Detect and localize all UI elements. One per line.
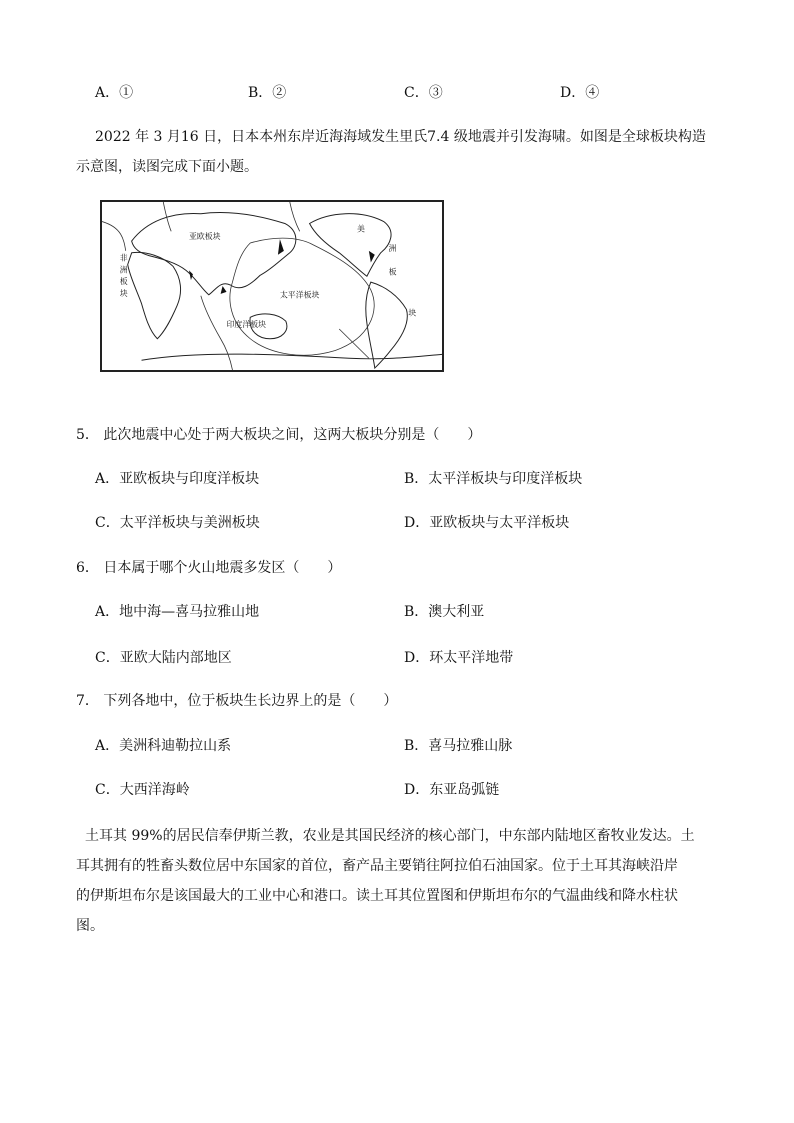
option-b: B．② bbox=[248, 85, 287, 101]
q7-option-b: B．喜马拉雅山脉 bbox=[404, 738, 513, 754]
q6-option-a: A．地中海—喜马拉雅山地 bbox=[95, 604, 260, 620]
q7-option-c: C．大西洋海岭 bbox=[95, 782, 190, 798]
label-america-1: 美 bbox=[357, 224, 365, 234]
label-pacific: 太平洋板块 bbox=[279, 290, 320, 300]
label-africa-4: 块 bbox=[119, 288, 128, 298]
turkey-line-3: 的伊斯坦布尔是该国最大的工业中心和港口。读土耳其位置图和伊斯坦布尔的气温曲线和降水柱状 bbox=[76, 888, 678, 904]
intro-line-2: 示意图，读图完成下面小题。 bbox=[76, 159, 258, 175]
q5-option-c: C．太平洋板块与美洲板块 bbox=[95, 515, 260, 531]
question-7-stem: 7． 下列各地中，位于板块生长边界上的是（ ） bbox=[76, 693, 398, 709]
q7-option-a: A．美洲科迪勒拉山系 bbox=[95, 738, 232, 754]
turkey-line-4: 图。 bbox=[76, 918, 104, 934]
q7-option-d: D．东亚岛弧链 bbox=[404, 782, 500, 798]
q6-option-d: D．环太平洋地带 bbox=[404, 650, 514, 666]
label-africa-1: 非 bbox=[119, 253, 128, 263]
label-america-4: 块 bbox=[408, 308, 417, 318]
question-5-stem: 5． 此次地震中心处于两大板块之间，这两大板块分别是（ ） bbox=[76, 427, 482, 443]
q6-option-c: C．亚欧大陆内部地区 bbox=[95, 650, 232, 666]
turkey-line-2: 耳其拥有的牲畜头数位居中东国家的首位，畜产品主要销往阿拉伯石油国家。位于土耳其海峡沿岸 bbox=[76, 858, 678, 874]
plate-map bbox=[100, 200, 444, 372]
label-indian: 印度洋板块 bbox=[226, 320, 267, 330]
label-africa-2: 洲 bbox=[119, 265, 128, 275]
option-c: C．③ bbox=[404, 85, 443, 101]
q6-option-b: B．澳大利亚 bbox=[404, 604, 485, 620]
label-eurasia: 亚欧板块 bbox=[188, 232, 221, 242]
q5-option-d: D．亚欧板块与太平洋板块 bbox=[404, 515, 570, 531]
intro-line-1: 2022 年 3 月16 日，日本本州东岸近海海域发生里氏7.4 级地震并引发海啸。如图是全球板块构造 bbox=[95, 129, 706, 145]
turkey-line-1: 土耳其 99%的居民信奉伊斯兰教，农业是其国民经济的核心部门，中东部内陆地区畜牧业发达。土 bbox=[85, 828, 695, 844]
q5-option-a: A．亚欧板块与印度洋板块 bbox=[95, 471, 260, 487]
option-a: A．① bbox=[95, 85, 134, 101]
option-d: D．④ bbox=[560, 85, 600, 101]
label-america-2: 洲 bbox=[388, 243, 397, 253]
label-africa-3: 板 bbox=[119, 277, 128, 287]
label-america-3: 板 bbox=[388, 267, 397, 277]
q5-option-b: B．太平洋板块与印度洋板块 bbox=[404, 471, 583, 487]
question-6-stem: 6． 日本属于哪个火山地震多发区（ ） bbox=[76, 560, 342, 576]
